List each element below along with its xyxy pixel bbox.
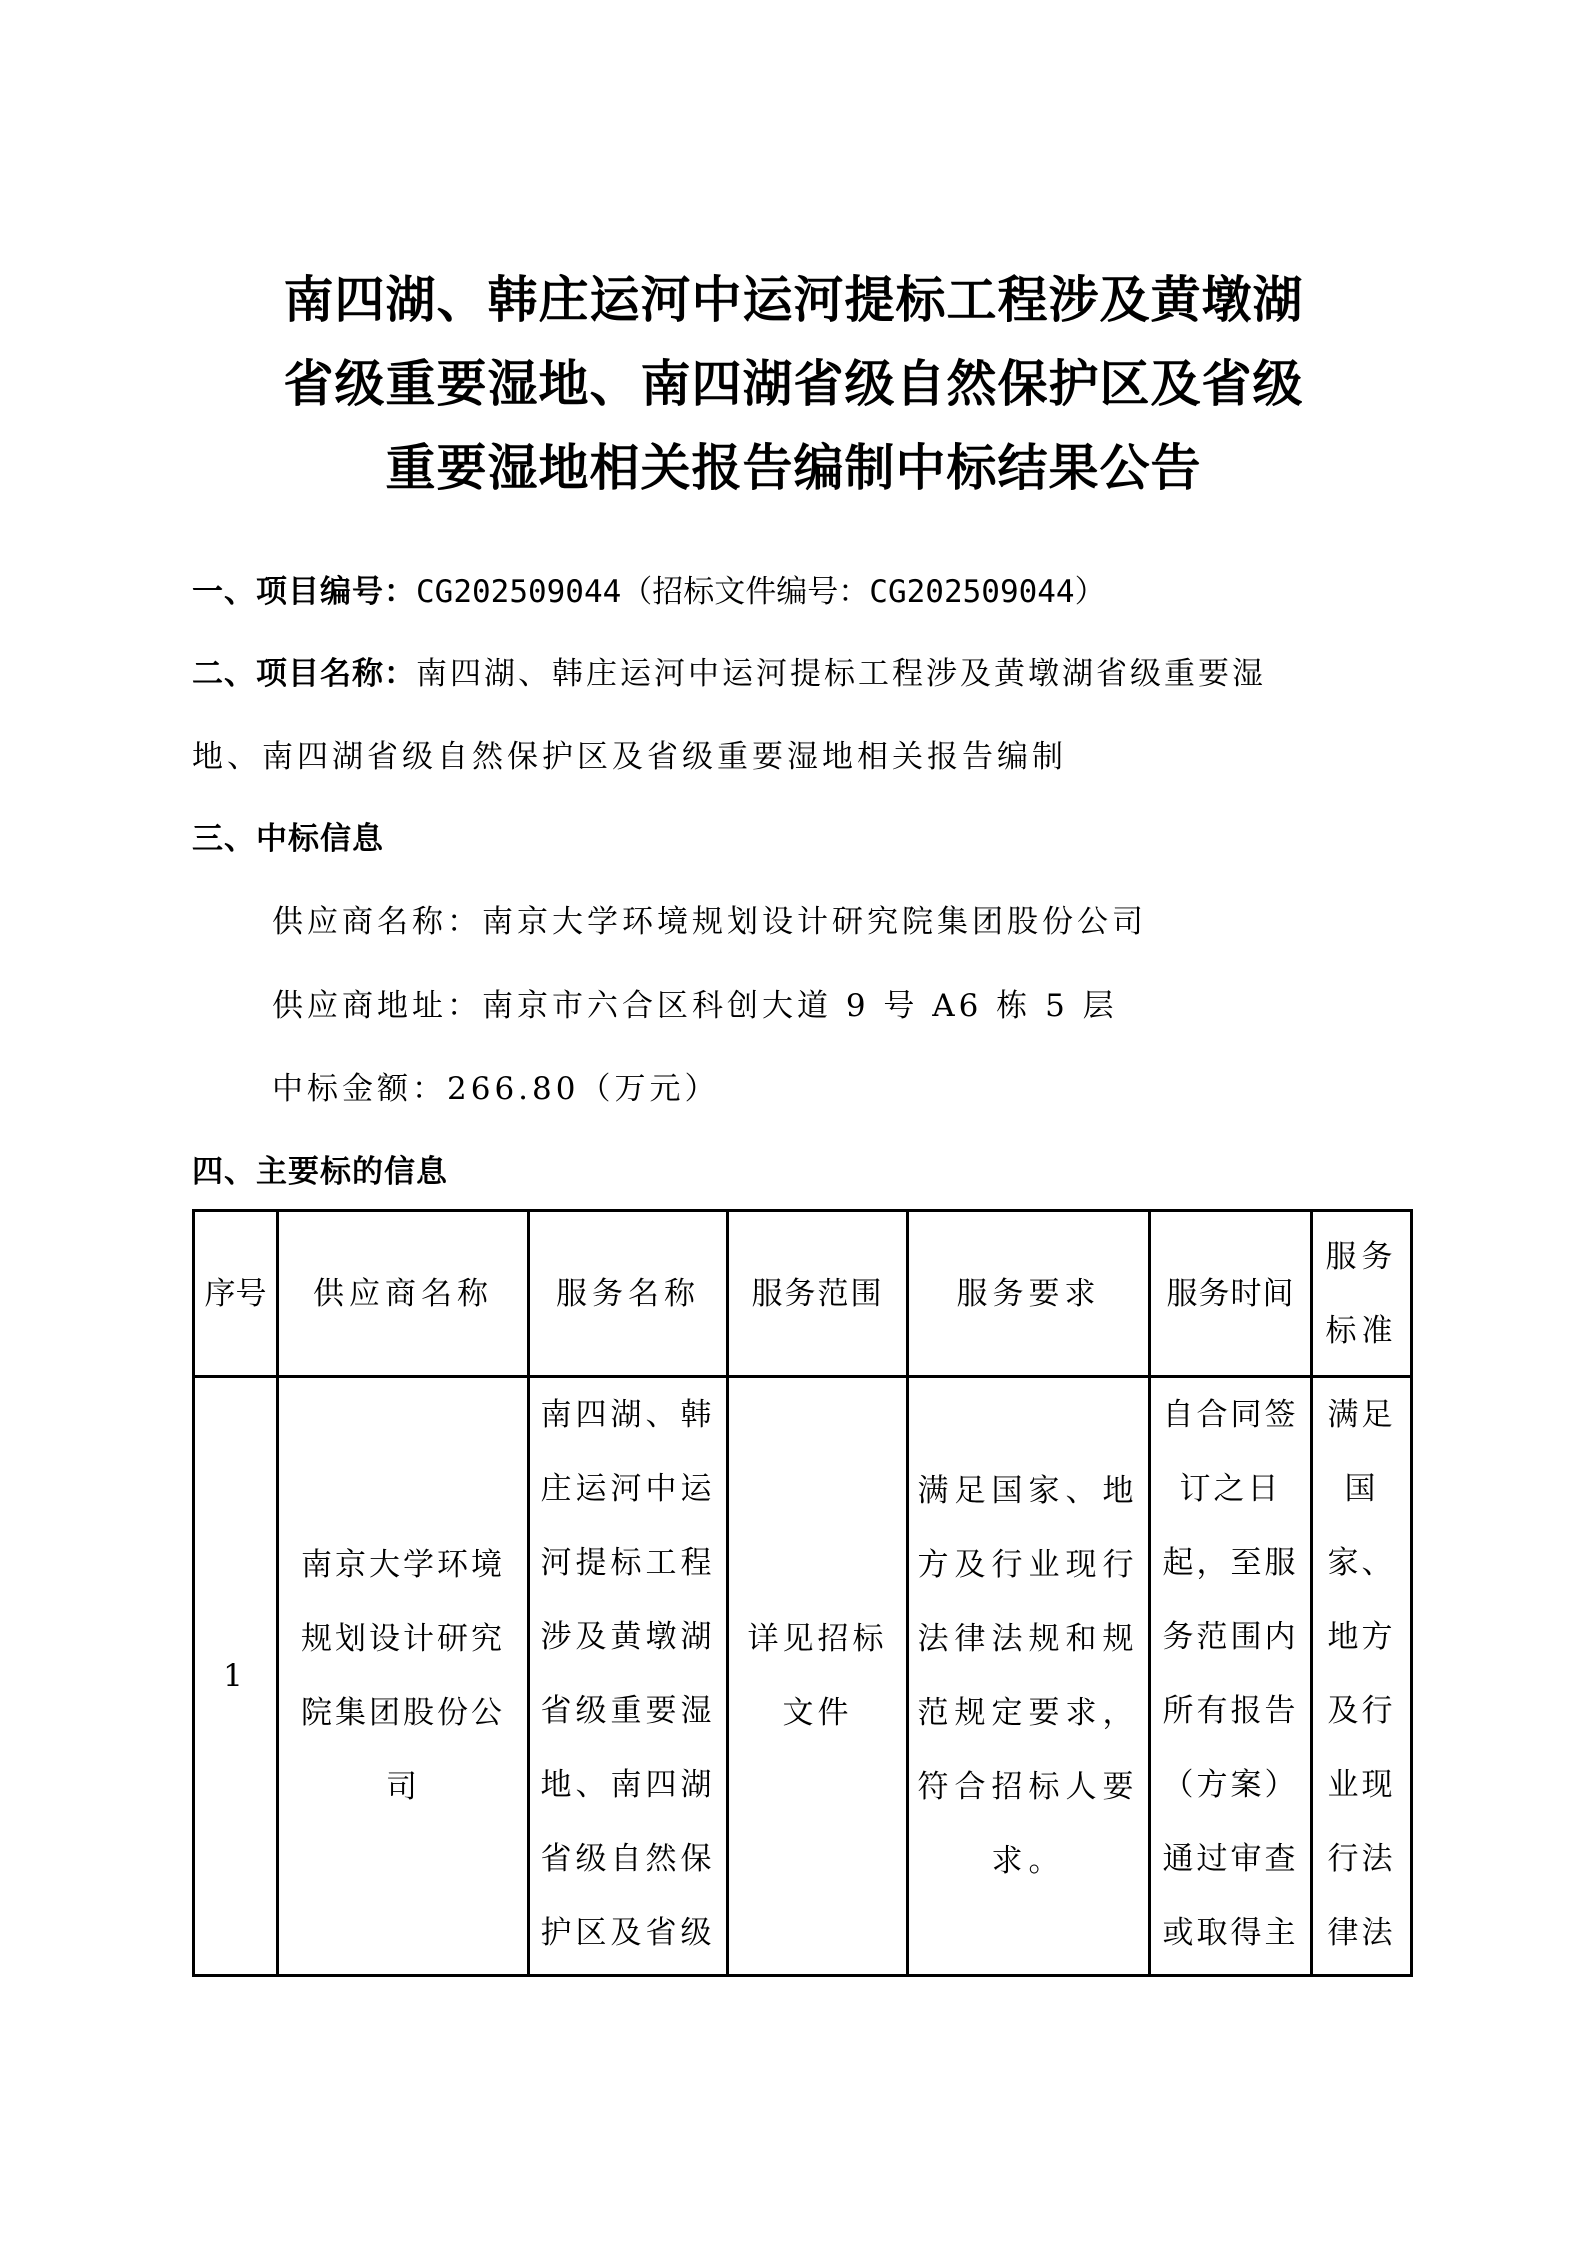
- supplier-name: 供应商名称：南京大学环境规划设计研究院集团股份公司: [272, 904, 1147, 940]
- project-name-value-line1: 南四湖、韩庄运河中运河提标工程涉及黄墩湖省级重要湿: [416, 656, 1266, 692]
- cell-scope: 详见招标文件: [728, 1377, 908, 1976]
- service-standard-text: 满足国家、地方及行业现行法律法: [1327, 1397, 1396, 1951]
- header-service-name: 服务名称: [529, 1211, 728, 1377]
- service-name-text: 南四湖、韩庄运河中运河提标工程涉及黄墩湖省级重要湿地、南四湖省级自然保护区及省级: [540, 1397, 716, 1951]
- table-row: [194, 1377, 1412, 1976]
- project-number-label: 一、项目编号：: [192, 574, 416, 610]
- cell-service-name: [529, 1377, 728, 1976]
- project-name-value-line2: 地、南四湖省级自然保护区及省级重要湿地相关报告编制: [192, 739, 1067, 775]
- header-time: 服务时间: [1150, 1211, 1312, 1377]
- header-supplier: 供应商名称: [278, 1211, 529, 1377]
- table-header-row: [194, 1211, 1412, 1377]
- cell-requirement: 满足国家、地方及行业现行法律法规和规范规定要求，符合招标人要求。: [908, 1377, 1150, 1976]
- service-time-text: 自合同签订之日起，至服务范围内所有报告（方案）通过审查或取得主: [1162, 1397, 1299, 1951]
- cell-supplier: 南京大学环境规划设计研究院集团股份公司: [278, 1377, 529, 1976]
- project-name-row: [192, 648, 1266, 693]
- cell-standard: [1312, 1377, 1412, 1976]
- header-standard: 服务标准: [1312, 1211, 1412, 1377]
- project-name-label: 二、项目名称：: [192, 656, 416, 692]
- subject-info-table: [192, 1209, 1413, 1977]
- header-scope: 服务范围: [728, 1211, 908, 1377]
- header-requirement: 服务要求: [908, 1211, 1150, 1377]
- cell-time: [1150, 1377, 1312, 1976]
- title-line-2: 省级重要湿地、南四湖省级自然保护区及省级: [283, 354, 1304, 413]
- bid-amount: 中标金额：266.80（万元）: [272, 1071, 720, 1107]
- project-number-value: CG202509044（招标文件编号：CG202509044）: [416, 574, 1106, 610]
- subject-info-heading: 四、主要标的信息: [192, 1154, 448, 1190]
- document-title: [200, 258, 1387, 510]
- title-line-3: 重要湿地相关报告编制中标结果公告: [385, 438, 1202, 497]
- title-line-1: 南四湖、韩庄运河中运河提标工程涉及黄墩湖: [283, 270, 1304, 329]
- supplier-address: 供应商地址：南京市六合区科创大道 9 号 A6 栋 5 层: [272, 988, 1118, 1024]
- cell-index: 1: [194, 1377, 278, 1976]
- project-number-row: [192, 566, 1106, 611]
- award-info-heading: 三、中标信息: [192, 821, 384, 857]
- header-index: 序号: [194, 1211, 278, 1377]
